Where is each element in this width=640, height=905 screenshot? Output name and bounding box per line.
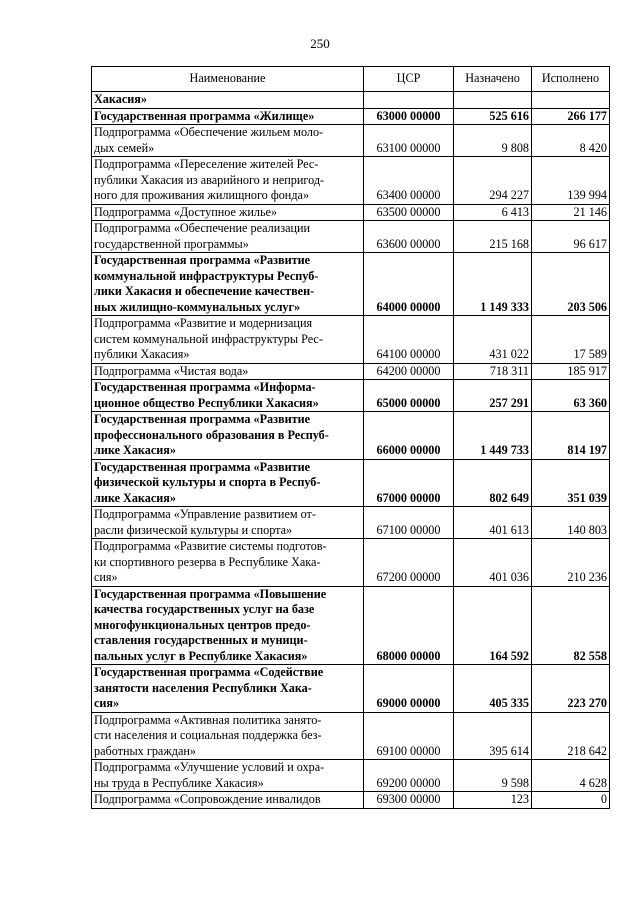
table-row <box>92 108 610 125</box>
row-planned: 525 616 <box>454 108 532 125</box>
row-csr: 66000 00000 <box>364 412 454 460</box>
row-planned: 401 613 <box>454 507 532 539</box>
row-name: Подпрограмма «Переселение жителей Рес- публики Хакасия из аварийного и непригод- ного для проживания жилищного фонда» <box>92 157 364 205</box>
row-planned: 294 227 <box>454 157 532 205</box>
row-name: Государственная программа «Повышение качества государственных услуг на базе многофункциональных центров предо- ставления государственных и муници- пальных услуг в Республике Хакасия» <box>92 586 364 665</box>
row-name: Государственная программа «Развитие коммунальной инфраструктуры Респуб- лики Хакасия и обеспечение качествен- ных жилищно-коммунальных услуг» <box>92 253 364 316</box>
row-planned: 164 592 <box>454 586 532 665</box>
table-row <box>92 507 610 539</box>
header-planned: Назначено <box>454 67 532 92</box>
row-planned: 718 311 <box>454 363 532 380</box>
row-planned: 395 614 <box>454 712 532 760</box>
row-name: Государственная программа «Развитие физической культуры и спорта в Респуб- лике Хакасия» <box>92 459 364 507</box>
row-name: Государственная программа «Развитие профессионального образования в Респуб- лике Хакасия» <box>92 412 364 460</box>
row-planned: 123 <box>454 792 532 809</box>
table-row <box>92 665 610 713</box>
row-csr: 63500 00000 <box>364 204 454 221</box>
row-planned: 9 598 <box>454 760 532 792</box>
table-header-row <box>92 67 610 92</box>
row-name: Подпрограмма «Развитие системы подготов- ки спортивного резерва в Республике Хака- сия» <box>92 539 364 587</box>
row-name: Подпрограмма «Активная политика занято- сти населения и социальная поддержка без- работных граждан» <box>92 712 364 760</box>
table-row <box>92 253 610 316</box>
row-planned: 215 168 <box>454 221 532 253</box>
row-name: Подпрограмма «Развитие и модернизация систем коммунальной инфраструктуры Рес- публики Хакасия» <box>92 316 364 364</box>
row-name: Государственная программа «Содействие занятости населения Республики Хака- сия» <box>92 665 364 713</box>
row-planned: 9 808 <box>454 125 532 157</box>
row-csr: 69100 00000 <box>364 712 454 760</box>
row-executed: 266 177 <box>532 108 610 125</box>
table-row <box>92 539 610 587</box>
row-name: Подпрограмма «Управление развитием от- расли физической культуры и спорта» <box>92 507 364 539</box>
header-executed: Исполнено <box>532 67 610 92</box>
row-csr: 67100 00000 <box>364 507 454 539</box>
table-row <box>92 204 610 221</box>
row-planned: 1 149 333 <box>454 253 532 316</box>
row-planned: 802 649 <box>454 459 532 507</box>
row-executed <box>532 92 610 109</box>
table-row <box>92 712 610 760</box>
row-name: Подпрограмма «Доступное жилье» <box>92 204 364 221</box>
row-csr: 64100 00000 <box>364 316 454 364</box>
row-planned: 431 022 <box>454 316 532 364</box>
row-executed: 96 617 <box>532 221 610 253</box>
header-csr: ЦСР <box>364 67 454 92</box>
row-name: Хакасия» <box>92 92 364 109</box>
row-executed: 63 360 <box>532 380 610 412</box>
row-csr: 67000 00000 <box>364 459 454 507</box>
row-executed: 21 146 <box>532 204 610 221</box>
row-executed: 82 558 <box>532 586 610 665</box>
row-executed: 210 236 <box>532 539 610 587</box>
table-row <box>92 760 610 792</box>
row-csr: 69000 00000 <box>364 665 454 713</box>
row-planned: 257 291 <box>454 380 532 412</box>
row-csr: 69300 00000 <box>364 792 454 809</box>
row-executed: 218 642 <box>532 712 610 760</box>
row-executed: 0 <box>532 792 610 809</box>
row-name: Подпрограмма «Улучшение условий и охра- ны труда в Республике Хакасия» <box>92 760 364 792</box>
table-row <box>92 92 610 109</box>
row-name: Подпрограмма «Сопровождение инвалидов <box>92 792 364 809</box>
row-csr: 65000 00000 <box>364 380 454 412</box>
row-executed: 17 589 <box>532 316 610 364</box>
row-csr: 64200 00000 <box>364 363 454 380</box>
row-csr: 63400 00000 <box>364 157 454 205</box>
row-csr: 64000 00000 <box>364 253 454 316</box>
row-executed: 203 506 <box>532 253 610 316</box>
table-row <box>92 380 610 412</box>
table-row <box>92 363 610 380</box>
table-row <box>92 316 610 364</box>
table-row <box>92 221 610 253</box>
row-name: Государственная программа «Жилище» <box>92 108 364 125</box>
row-csr: 63000 00000 <box>364 108 454 125</box>
row-csr: 63100 00000 <box>364 125 454 157</box>
row-csr: 68000 00000 <box>364 586 454 665</box>
page-number: 250 <box>310 36 330 51</box>
row-planned: 405 335 <box>454 665 532 713</box>
row-planned: 1 449 733 <box>454 412 532 460</box>
row-name: Государственная программа «Информа- ционное общество Республики Хакасия» <box>92 380 364 412</box>
row-planned <box>454 92 532 109</box>
row-name: Подпрограмма «Обеспечение реализации государственной программы» <box>92 221 364 253</box>
row-planned: 401 036 <box>454 539 532 587</box>
row-executed: 223 270 <box>532 665 610 713</box>
table-row <box>92 586 610 665</box>
table-row <box>92 125 610 157</box>
table-row <box>92 792 610 809</box>
row-csr <box>364 92 454 109</box>
table-row <box>92 412 610 460</box>
row-executed: 8 420 <box>532 125 610 157</box>
budget-table <box>91 66 610 809</box>
row-executed: 185 917 <box>532 363 610 380</box>
row-executed: 140 803 <box>532 507 610 539</box>
row-name: Подпрограмма «Чистая вода» <box>92 363 364 380</box>
row-executed: 4 628 <box>532 760 610 792</box>
row-csr: 63600 00000 <box>364 221 454 253</box>
table-row <box>92 459 610 507</box>
row-name: Подпрограмма «Обеспечение жильем моло- дых семей» <box>92 125 364 157</box>
header-name: Наименование <box>92 67 364 92</box>
table-body <box>92 92 610 809</box>
row-executed: 139 994 <box>532 157 610 205</box>
table-row <box>92 157 610 205</box>
row-csr: 69200 00000 <box>364 760 454 792</box>
row-executed: 814 197 <box>532 412 610 460</box>
row-csr: 67200 00000 <box>364 539 454 587</box>
row-planned: 6 413 <box>454 204 532 221</box>
row-executed: 351 039 <box>532 459 610 507</box>
